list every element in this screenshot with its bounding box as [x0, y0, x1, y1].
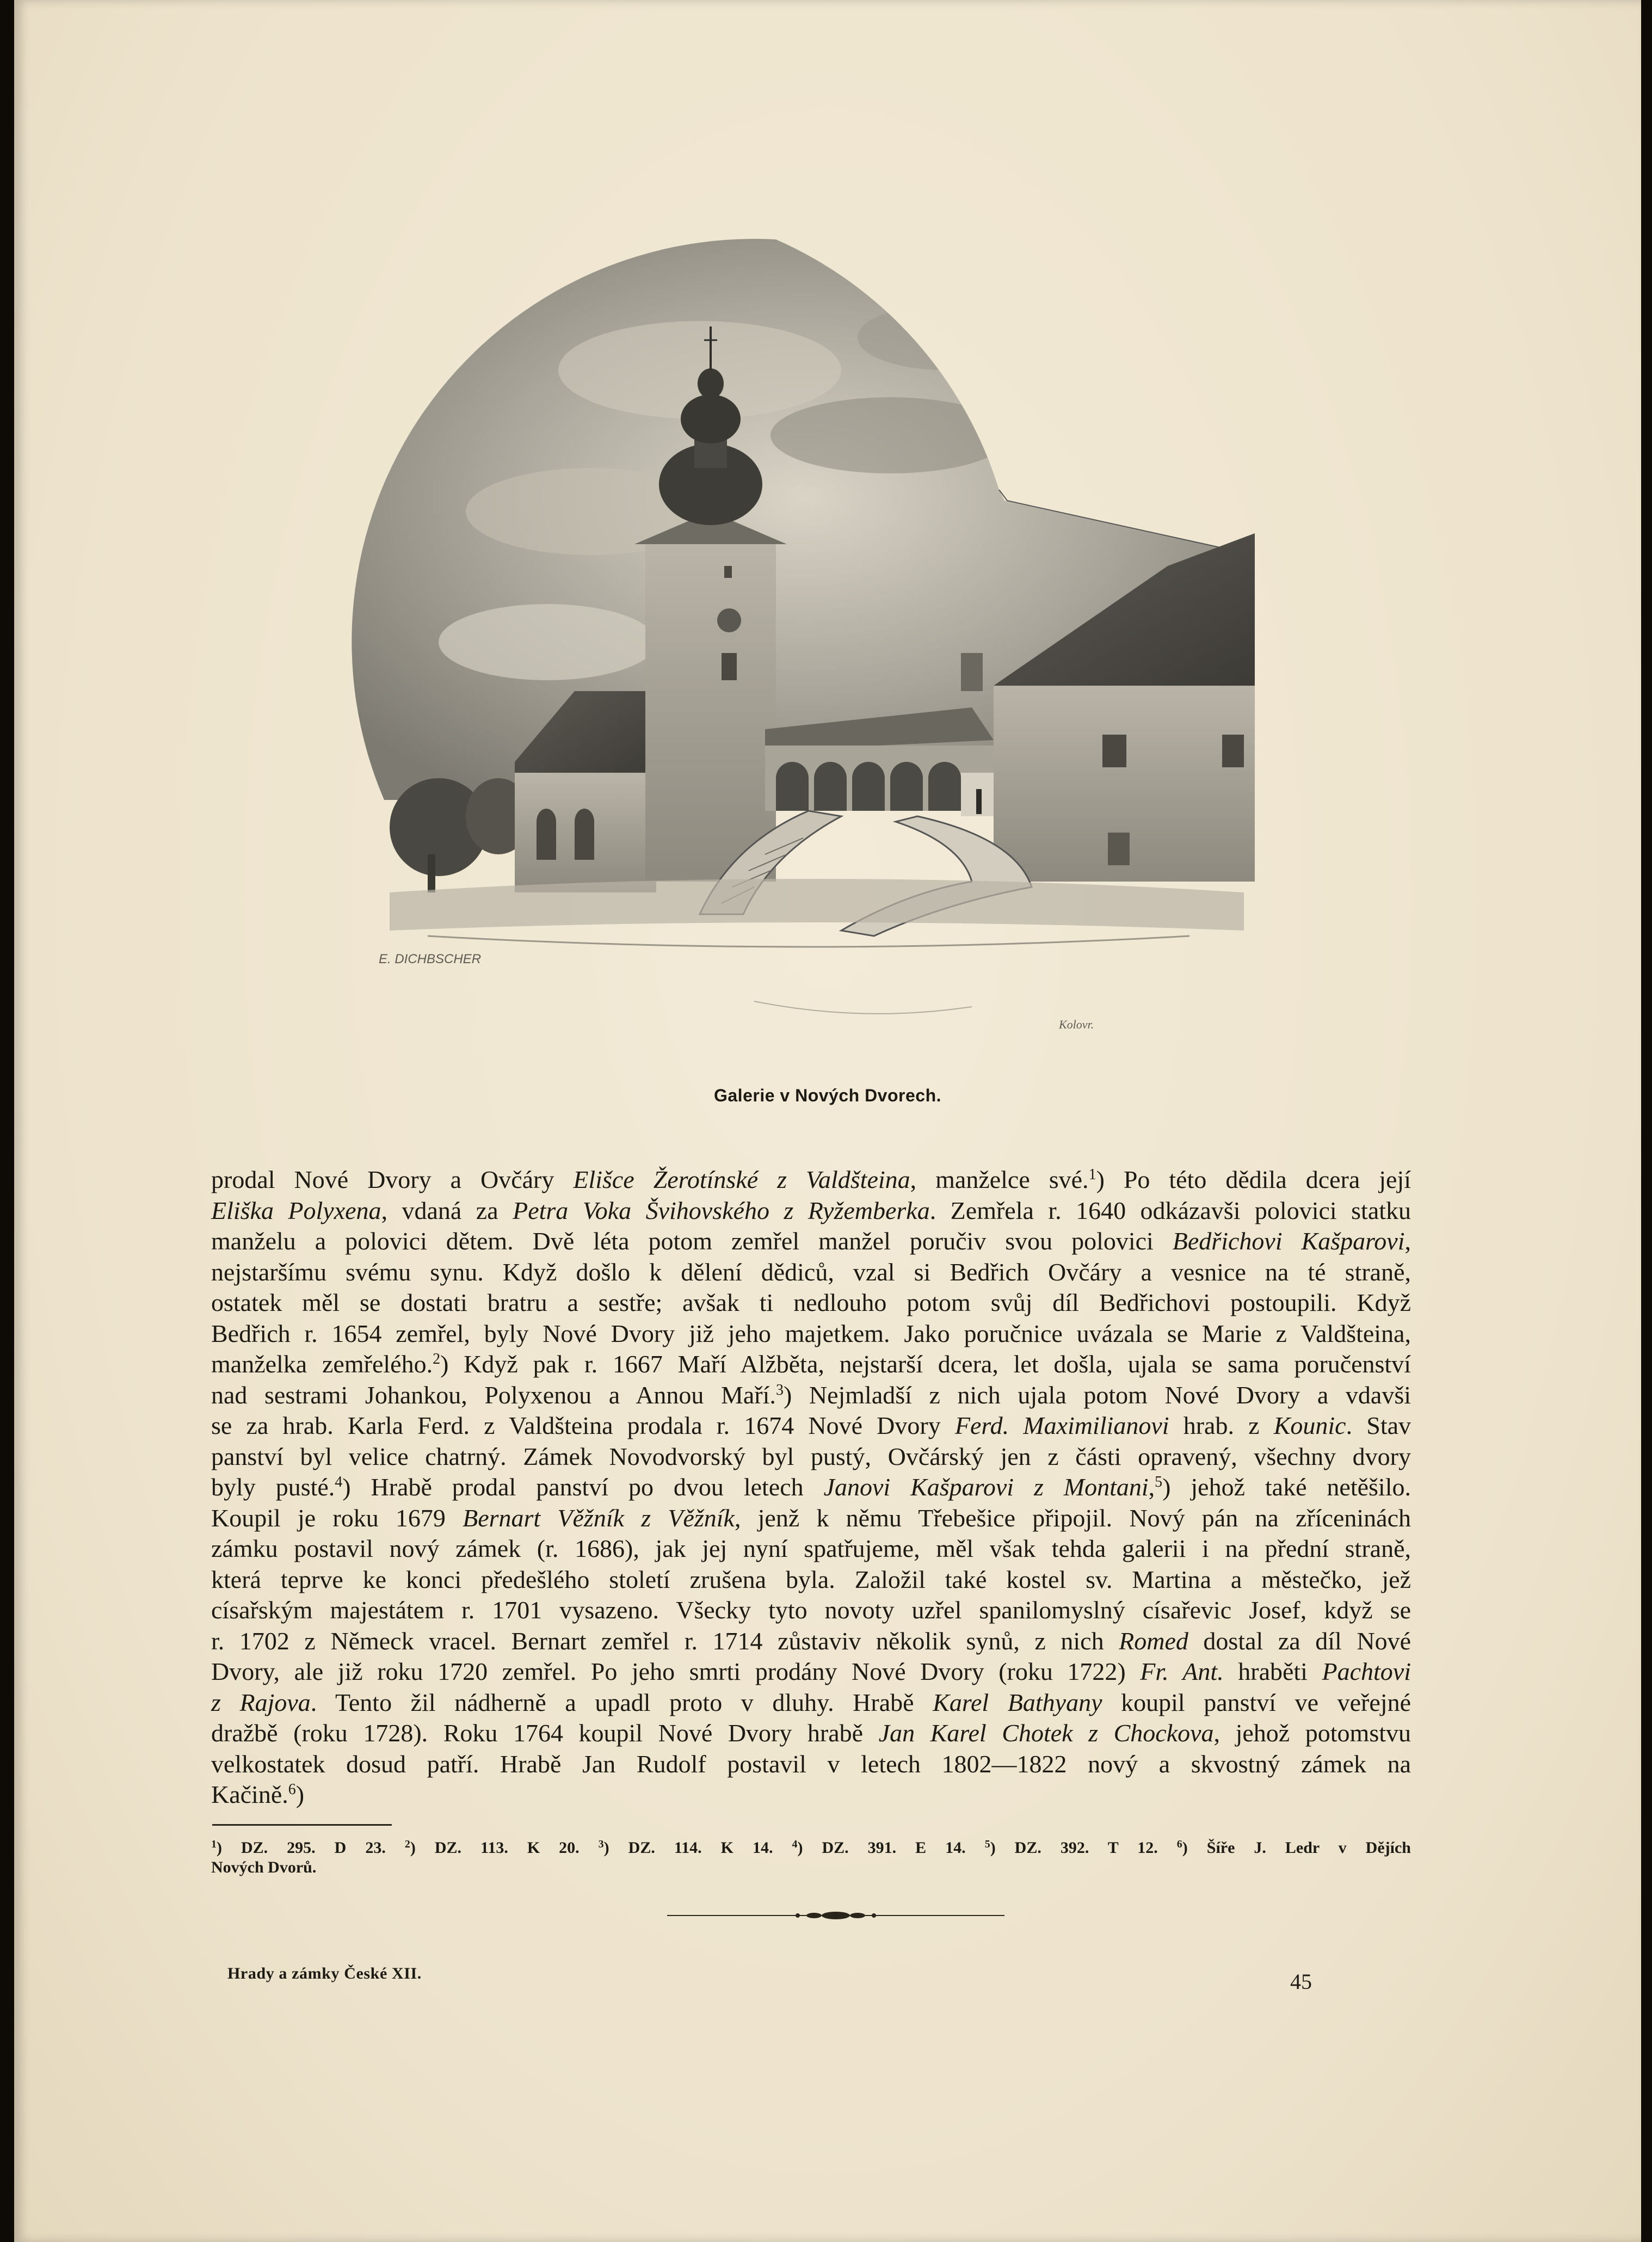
- page-number: 45: [1290, 1969, 1312, 1994]
- text-line: Koupil je roku 1679 Bernart Věžník z Věžník, jenž k němu Třebešice připojil. Nový pán na zříceninách: [211, 1504, 1411, 1532]
- castle-gallery-illustration: [319, 229, 1287, 1077]
- footnote-rule: [212, 1824, 392, 1826]
- text-line: manželka zemřelého.$^2$) Když pak r. 1667 Maří Alžběta, nejstarší dcera, let došla, ujala se sama poručenství: [211, 1350, 1411, 1378]
- text-line: Kačině.$^6$): [211, 1781, 305, 1808]
- text-line: ostatek měl se dostati bratru a sestře; avšak ti nedlouho potom svůj díl Bedřichovi postoupili. Když: [211, 1289, 1411, 1316]
- footnote-line: $^1$) DZ. 295. D 23. $^2$) DZ. 113. K 20. $^3$) DZ. 114. K 14. $^4$) DZ. 391. E 14. $^5$) DZ. 392. T 12. $^6$) Šíře J. Ledr v Dějích: [211, 1838, 1411, 1857]
- text-line: Eliška Polyxena, vdaná za Petra Voka Švihovského z Ryžemberka. Zemřela r. 1640 odkázavši polovici statku: [211, 1196, 1411, 1224]
- running-footer: Hrady a zámky České XII.: [227, 1964, 422, 1982]
- text-line: panství byl velice chatrný. Zámek Novodvorský byl pustý, Ovčárský jen z části opravený, všechny dvory: [211, 1442, 1411, 1470]
- text-line: velkostatek dosud patří. Hrabě Jan Rudolf postavil v letech 1802—1822 nový a skvostný zámek na: [211, 1750, 1411, 1778]
- text-line: která teprve ke konci předešlého století zrušena byla. Založil také kostel sv. Martina a městečko, jež: [211, 1565, 1411, 1593]
- text-line: byly pusté.$^4$) Hrabě prodal panství po dvou letech Janovi Kašparovi z Montani,$^5$) jehož také netěšilo.: [211, 1473, 1411, 1501]
- text-line: z Rajova. Tento žil nádherně a upadl proto v dluhy. Hrabě Karel Bathyany koupil panství ve veřejné: [211, 1688, 1411, 1716]
- text-line: nad sestrami Johankou, Polyxenou a Annou Maří.$^3$) Nejmladší z nich ujala potom Nové Dvory a vdavši: [211, 1381, 1411, 1409]
- book-page: [14, 0, 1641, 2242]
- decorative-divider: [667, 1909, 1004, 1922]
- body-text: [211, 1165, 1411, 1810]
- text-line: Dvory, ale již roku 1720 zemřel. Po jeho smrti prodány Nové Dvory (roku 1722) Fr. Ant. hraběti Pachtovi: [211, 1658, 1411, 1685]
- text-line: císařským majestátem r. 1701 vysazeno. Všecky tyto novoty uzřel spanilomyslný císařevic Josef, když se: [211, 1596, 1411, 1624]
- artist-signature-right: Kolovr.: [1059, 1018, 1094, 1031]
- text-line: manželu a polovici dětem. Dvě léta potom zemřel manžel poručiv svou polovici Bedřichovi Kašparovi,: [211, 1227, 1411, 1255]
- footnotes: [211, 1838, 1411, 1877]
- text-line: r. 1702 z Německ vracel. Bernart zemřel r. 1714 zůstaviv několik synů, z nich Romed dostal za díl Nové: [211, 1627, 1411, 1655]
- text-line: zámku postavil nový zámek (r. 1686), jak jej nyní spatřujeme, měl však tehda galerii i na přední straně,: [211, 1535, 1411, 1562]
- illustration-caption: Galerie v Nových Dvorech.: [713, 1086, 941, 1105]
- text-line: Bedřich r. 1654 zemřel, byly Nové Dvory již jeho majetkem. Jako poručnice uvázala se Marie z Valdšteina,: [211, 1319, 1411, 1347]
- text-line: prodal Nové Dvory a Ovčáry Elišce Žerotínské z Valdšteina, manželce své.$^1$) Po této dědila dcera její: [211, 1166, 1411, 1193]
- trees: [390, 778, 531, 892]
- text-line: dražbě (roku 1728). Roku 1764 koupil Nové Dvory hrabě Jan Karel Chotek z Chockova, jehož potomstvu: [211, 1719, 1411, 1747]
- footnote-line: Nových Dvorů.: [211, 1858, 317, 1876]
- text-line: nejstaršímu svému synu. Když došlo k dělení dědiců, vzal si Bedřich Ovčáry a vesnice na té straně,: [211, 1258, 1411, 1286]
- artist-signature-left: E. DICHBSCHER: [379, 952, 482, 966]
- ground: [390, 879, 1244, 1014]
- text-line: se za hrab. Karla Ferd. z Valdšteina prodala r. 1674 Nové Dvory Ferd. Maximilianovi hrab. z Kounic. Stav: [211, 1412, 1411, 1439]
